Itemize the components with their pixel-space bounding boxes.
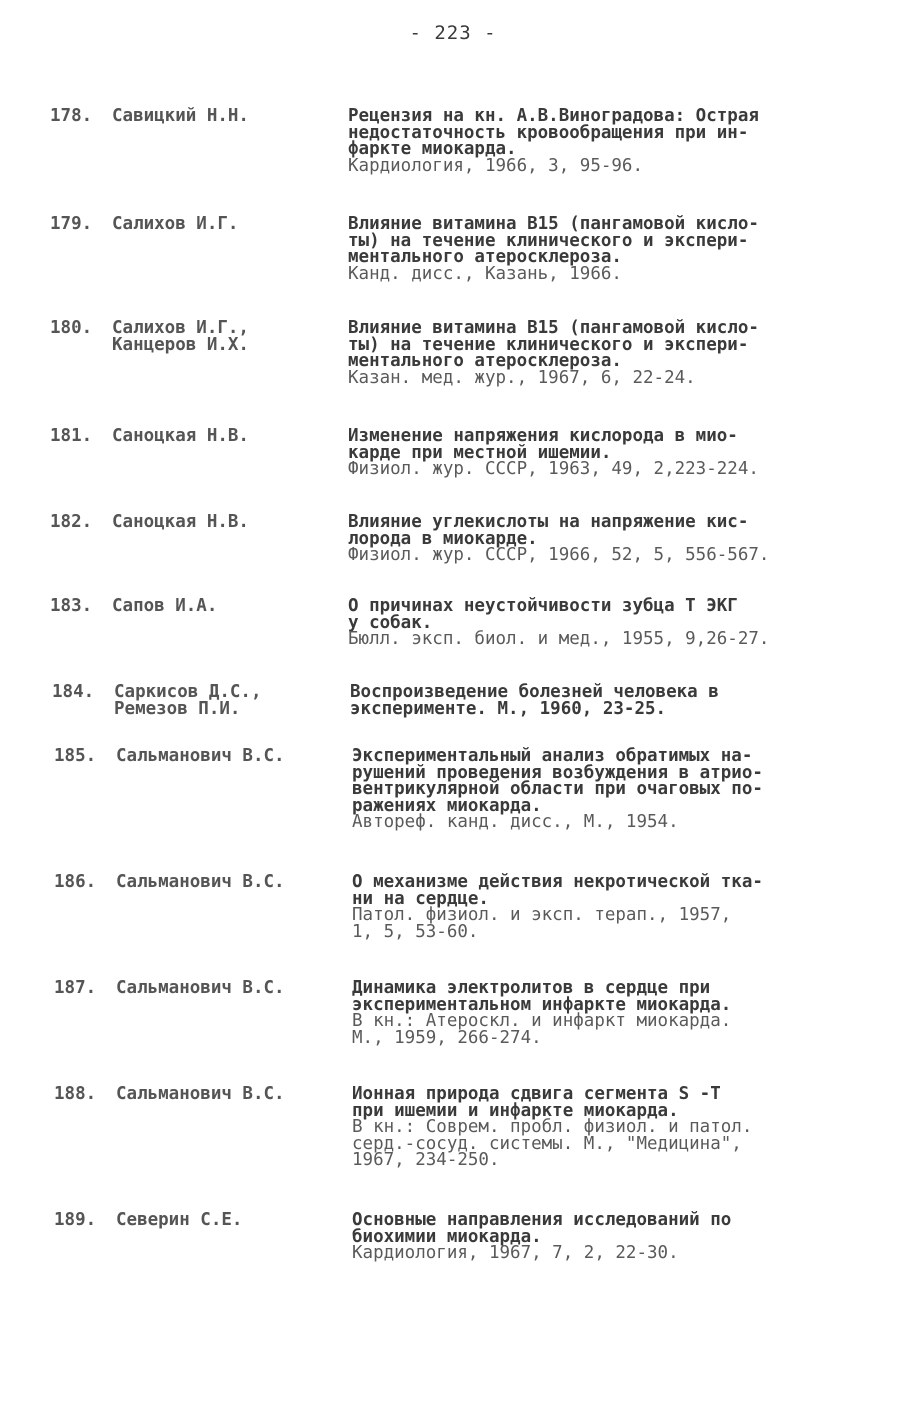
entry-number: 189.: [54, 1210, 97, 1230]
entry-title-line: ты) на течение клинического и экспери-: [348, 230, 749, 251]
entry-authors: [114, 684, 262, 717]
entry-title-line: ражениях миокарда.: [352, 795, 542, 816]
entry-description: [352, 874, 763, 940]
entry-source-line: Патол. физиол. и эксп. терап., 1957,: [352, 905, 732, 925]
entry-title-line: Влияние углекислоты на напряжение кис-: [348, 512, 749, 532]
entry-description: [350, 684, 719, 717]
entry-title-line: Влияние витамина B15 (пангамовой кисло-: [348, 318, 759, 338]
entry-source-line: 1, 5, 53-60.: [352, 921, 479, 942]
entry-source-line: 1967, 234-250.: [352, 1150, 500, 1170]
entry-number: 180.: [50, 318, 93, 338]
author-name: Саноцкая Н.В.: [112, 426, 249, 446]
entry-number: 187.: [54, 978, 97, 998]
entry-description: [348, 108, 759, 174]
entry-title-line: Экспериментальный анализ обратимых на-: [352, 746, 753, 766]
entry-source-line: Автореф. канд. дисс., М., 1954.: [352, 812, 679, 832]
entry-title-line: биохимии миокарда.: [352, 1226, 542, 1247]
entry-source-line: Бюлл. эксп. биол. и мед., 1955, 9,26-27.: [348, 629, 770, 649]
entry-authors: [112, 108, 249, 125]
author-name: Салихов И.Г.,: [112, 318, 249, 338]
entry-source-line: Канд. дисс., Казань, 1966.: [348, 263, 622, 284]
entry-title-line: О причинах неустойчивости зубца Т ЭКГ: [348, 596, 738, 616]
entry-title-line: Изменение напряжения кислорода в мио-: [348, 426, 738, 446]
entry-source-line: Кардиология, 1967, 7, 2, 22-30.: [352, 1243, 679, 1263]
entry-source-line: Физиол. жур. СССР, 1966, 52, 5, 556-567.: [348, 545, 770, 565]
entry-title-line: вентрикулярной области при очаговых по-: [352, 779, 763, 799]
entry-title-line: Рецензия на кн. А.В.Виноградова: Острая: [348, 106, 759, 126]
entry-number: 182.: [50, 512, 93, 532]
entry-authors: [112, 514, 249, 531]
entry-number: 179.: [50, 214, 93, 234]
entry-description: [348, 598, 769, 648]
entry-title-line: при ишемии и инфаркте миокарда.: [352, 1100, 679, 1121]
entry-authors: [116, 748, 285, 765]
author-name: Салихов И.Г.: [112, 214, 239, 234]
entry-authors: [116, 1212, 242, 1229]
entry-title-line: Влияние витамина B15 (пангамовой кисло-: [348, 214, 759, 234]
entry-authors: [116, 1086, 285, 1103]
author-name: Сальманович В.С.: [116, 1084, 285, 1104]
entry-number: 186.: [54, 872, 97, 892]
entry-description: [348, 216, 759, 282]
entry-authors: [112, 216, 238, 233]
author-name: Саркисов Д.С.,: [114, 682, 262, 702]
entry-title-line: эксперименте. М., 1960, 23-25.: [350, 698, 667, 719]
entry-number: 185.: [54, 746, 97, 766]
entry-title-line: недостаточность кровообращения при ин-: [348, 122, 749, 143]
entry-title-line: ментального атеросклероза.: [348, 247, 622, 267]
entry-title-line: у собак.: [348, 612, 433, 633]
author-name: Сальманович В.С.: [116, 872, 285, 892]
entry-description: [352, 1086, 752, 1169]
entry-source-line: В кн.: Атероскл. и инфаркт миокарда.: [352, 1011, 732, 1031]
author-name: Ремезов П.И.: [114, 698, 241, 719]
entry-source-line: Казан. мед. жур., 1967, 6, 22-24.: [348, 367, 696, 388]
entry-title-line: Динамика электролитов в сердце при: [352, 978, 711, 998]
entry-number: 184.: [52, 682, 95, 702]
entry-source-line: В кн.: Соврем. пробл. физиол. и патол.: [352, 1117, 753, 1137]
entry-title-line: лорода в миокарде.: [348, 528, 538, 549]
entry-authors: [112, 428, 249, 445]
entry-authors: [116, 980, 285, 997]
entry-description: [352, 980, 731, 1046]
entry-source-line: Физиол. жур. СССР, 1963, 49, 2,223-224.: [348, 459, 759, 479]
entry-description: [352, 1212, 731, 1262]
entry-source-line: серд.-сосуд. системы. М., "Медицина",: [352, 1133, 742, 1154]
entry-source-line: М., 1959, 266-274.: [352, 1027, 542, 1048]
entry-authors: [112, 598, 217, 615]
author-name: Савицкий Н.Н.: [112, 106, 249, 126]
entry-description: [348, 428, 759, 478]
entry-number: 178.: [50, 106, 93, 126]
entry-authors: [112, 320, 249, 353]
entry-title-line: карде при местной ишемии.: [348, 442, 612, 463]
entry-description: [352, 748, 763, 831]
entry-title-line: О механизме действия некротической тка-: [352, 872, 763, 892]
entry-title-line: рушений проведения возбуждения в атрио-: [352, 762, 763, 783]
entry-title-line: Основные направления исследований по: [352, 1210, 732, 1230]
entry-description: [348, 320, 759, 386]
author-name: Сальманович В.С.: [116, 746, 285, 766]
author-name: Канцеров И.Х.: [112, 334, 249, 355]
page-number: - 223 -: [409, 22, 497, 44]
entry-title-line: ты) на течение клинического и экспери-: [348, 334, 749, 355]
author-name: Сальманович В.С.: [116, 978, 285, 998]
entry-description: [348, 514, 769, 564]
entry-authors: [116, 874, 285, 891]
entry-title-line: ментального атеросклероза.: [348, 351, 622, 371]
entry-title-line: Ионная природа сдвига сегмента S -Т: [352, 1084, 721, 1104]
entry-source-line: Кардиология, 1966, 3, 95-96.: [348, 155, 644, 176]
entry-title-line: Воспроизведение болезней человека в: [350, 682, 719, 702]
entry-title-line: фаркте миокарда.: [348, 139, 517, 159]
entry-title-line: экспериментальном инфаркте миокарда.: [352, 994, 732, 1015]
entry-title-line: ни на сердце.: [352, 888, 489, 909]
entry-number: 183.: [50, 596, 93, 616]
author-name: Северин С.Е.: [116, 1210, 243, 1230]
author-name: Саноцкая Н.В.: [112, 512, 249, 532]
entry-number: 188.: [54, 1084, 97, 1104]
entry-number: 181.: [50, 426, 93, 446]
author-name: Сапов И.А.: [112, 596, 218, 616]
